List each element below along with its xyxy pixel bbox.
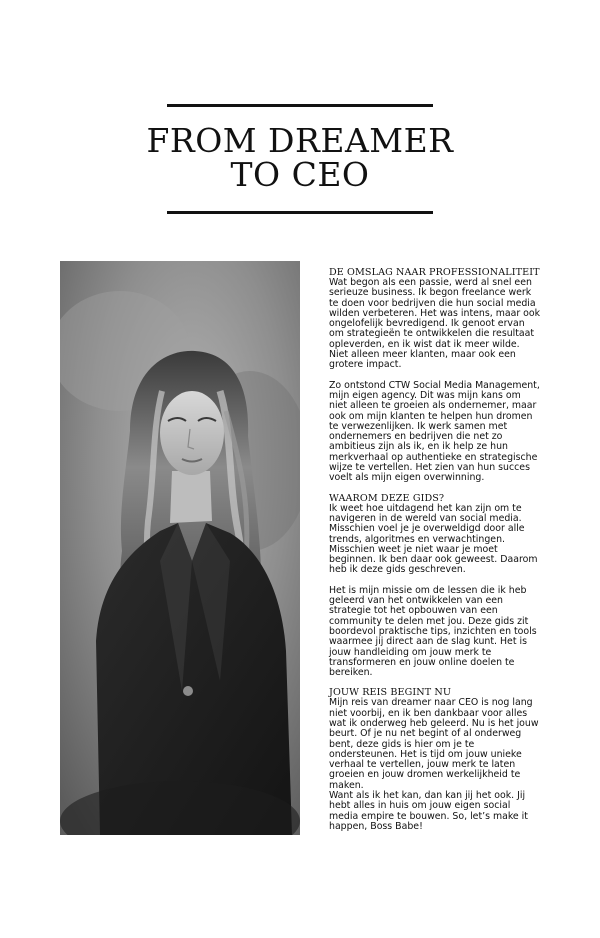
title-rule-bottom [167, 211, 433, 214]
section-heading: JOUW REIS BEGINT NU [329, 687, 452, 699]
section-paragraph: Wat begon als een passie, werd al snel een serieuze business. Ik begon freelance werk te doen voor bedrijven die hun social media wilden verbeteren. Het was intens, maar ook ongelofelijk bevredigend. Ik genoot ervan om strategieën te ontwikkelen die resultaat opleverden, en ik wist dat ik meer wilde. Niet alleen meer klanten, maar ook een grotere impact. [329, 277, 541, 371]
section-paragraph: Het is mijn missie om de lessen die ik heb geleerd van het ontwikkelen van een strategie tot het opbouwen van een community te delen met jou. Deze gids zit boordevol praktische tips, inzichten en tools waarmee jij direct aan de slag kunt. Het is jouw handleiding om jouw merk te transformeren en jouw online doelen te bereiken. [329, 584, 537, 679]
portrait-photo-icon [60, 261, 300, 835]
page-title [120, 121, 480, 194]
portrait-photo [60, 261, 300, 835]
title-line-1: FROM DREAMER [146, 121, 454, 160]
article-text [329, 268, 541, 832]
section-heading: WAAROM DEZE GIDS? [329, 492, 445, 504]
title-line-2: TO CEO [230, 155, 370, 194]
title-rule-top [167, 104, 433, 107]
section-paragraph: Want als ik het kan, dan kan jij het ook. Jij hebt alles in huis om jouw eigen social media empire te bouwen. So, let’s make it happen, Boss Babe! [329, 790, 528, 832]
section-paragraph: Ik weet hoe uitdagend het kan zijn om te navigeren in de wereld van social media. Misschien voel je je overweldigd door alle trends, algoritmes en verwachtingen. Misschien weet je niet waar je moet beginnen. Ik ben daar ook geweest. Daarom heb ik deze gids geschreven. [329, 502, 538, 576]
section-heading: DE OMSLAG NAAR PROFESSIONALITEIT [329, 267, 540, 278]
section-paragraph: Zo ontstond CTW Social Media Management, mijn eigen agency. Dit was mijn kans om niet alleen te groeien als ondernemer, maar ook om mijn klanten te helpen hun dromen te verwezenlijken. Ik werk samen met ondernemers en bedrijven die net zo ambitieus zijn als ik, en ik help ze hun merkverhaal op authentieke en strategische wijze te vertellen. Het zien van hun succes voelt als mijn eigen overwinning. [329, 379, 540, 484]
section-paragraph: Mijn reis van dreamer naar CEO is nog lang niet voorbij, en ik ben dankbaar voor alles wat ik onderweg heb geleerd. Nu is het jouw beurt. Of je nu net begint of al onderweg bent, deze gids is hier om je te ondersteunen. Het is tijd om jouw unieke verhaal te vertellen, jouw merk te laten groeien en jouw dromen werkelijkheid te maken. [329, 697, 539, 791]
